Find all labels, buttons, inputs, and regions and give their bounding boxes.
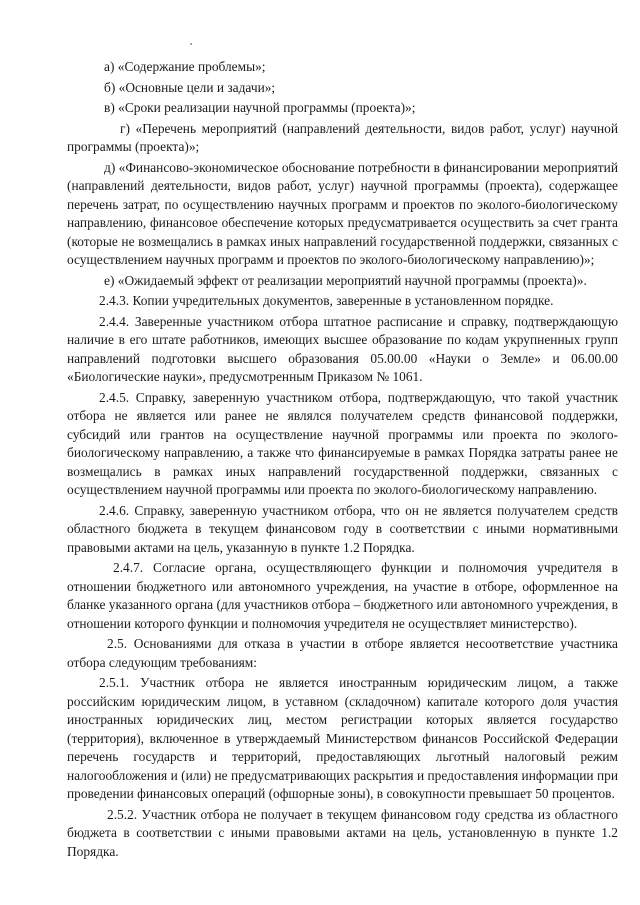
paragraph-2-4-4: 2.4.4. Заверенные участником отбора штатное расписание и справку, подтверждающую наличие в его штате работников, имеющих высшее образование по кодам укрупненных групп направлений подготовки высшего образования 05.00.00 «Науки о Земле» и 06.00.00 «Биологические науки», предусмотренным Приказом № 1061. bbox=[67, 313, 618, 384]
item-a: а) «Содержание проблемы»; bbox=[104, 59, 266, 74]
paragraph-2-4-7: 2.4.7. Согласие органа, осуществляющего функции и полномочия учредителя в отношении бюджетного или автономного учреждения, на участие в отборе, оформленное на бланке указанного органа (для участников отбора – бюджетного или автономного учреждения, в отношении которого функции и полномочия учредителя не осуществляет министерство). bbox=[67, 560, 618, 631]
paragraph-2-5: 2.5. Основаниями для отказа в участии в отборе является несоответствие участника отбора следующим требованиям: bbox=[67, 636, 618, 670]
paragraph-2-4-3: 2.4.3. Копии учредительных документов, заверенные в установленном порядке. bbox=[99, 293, 554, 308]
paragraph-2-4-6: 2.4.6. Справку, заверенную участником отбора, что он не является получателем средств областного бюджета в текущем финансовом году в соответствии с иными нормативными правовыми актами на цель, указанную в пункте 1.2 Порядка. bbox=[67, 502, 618, 555]
item-g: г) «Перечень мероприятий (направлений деятельности, видов работ, услуг) научной программы (проекта)»; bbox=[67, 120, 618, 154]
item-b: б) «Основные цели и задачи»; bbox=[104, 79, 276, 95]
paragraph-2-4-5: 2.4.5. Справку, заверенную участником отбора, подтверждающую, что такой участник отбора не является или ранее не являлся получателем средств финансовой поддержки, субсидий или грантов на осуществление научной программы или проекта по эколого-биологическому направлению, а также что финансируемые в рамках Порядка затраты ранее не возмещались в рамках иных направлений государственной поддержки, связанных с осуществлением научной программы или проекта по эколого-биологическому направлению. bbox=[67, 389, 618, 497]
item-e: е) «Ожидаемый эффект от реализации мероприятий научной программы (проекта)». bbox=[104, 272, 587, 288]
item-v: в) «Сроки реализации научной программы (проекта)»; bbox=[104, 100, 416, 115]
paragraph-2-5-2: 2.5.2. Участник отбора не получает в текущем финансовом году средства из областного бюджета в соответствии с иными правовыми актами на цель, установленную в пункте 1.2 Порядка. bbox=[67, 806, 618, 859]
scan-dot bbox=[190, 43, 192, 45]
paragraph-2-5-1: 2.5.1. Участник отбора не является иностранным юридическим лицом, а также российским юридическим лицом, в уставном (складочном) капитале которого доля участия иностранных юридических лиц, местом регистрации которых является государство (территория), включенное в утверждаемый Министерством финансов Российской Федерации перечень государств и территорий, предоставляющих льготный налоговый режим налогообложения и (или) не предусматривающих раскрытия и предоставления информации при проведении финансовых операций (офшорные зоны), в совокупности превышает 50 процентов. bbox=[67, 675, 618, 801]
item-d: д) «Финансово-экономическое обоснование потребности в финансировании мероприятий (направлений деятельности, видов работ, услуг) научной программы (проекта), содержащее перечень затрат, по осуществлению научных программ и проектов по эколого-биологическому направлению, финансовое обеспечение которых предусматривается осуществить за счет гранта (которые не возмещались в рамках иных направлений государственной поддержки, связанных с осуществлением научных программ и проектов по эколого-биологическому направлению)»; bbox=[67, 159, 618, 267]
